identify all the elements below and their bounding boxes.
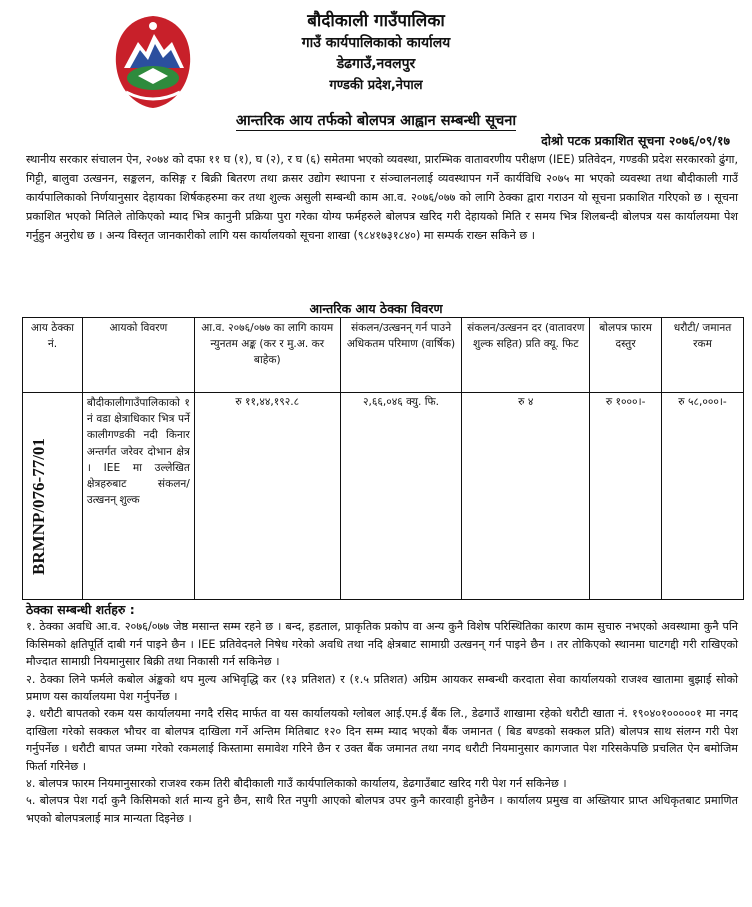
publication-line: दोश्रो पटक प्रकाशित सूचना २०७६/०९/१७ bbox=[541, 133, 730, 148]
table-header-row bbox=[23, 318, 744, 393]
minimum-amount: रु ११,४४,१९२.८ bbox=[194, 393, 340, 600]
office-location: डेढगाउँ,नवलपुर bbox=[336, 56, 416, 72]
term-item: १. ठेक्का अवधि आ.व. २०७६/०७७ जेष्ठ मसान्त सम्म रहने छ । बन्द, हडताल, प्राकृतिक प्रकोप वा अन्य कुनै विशेष परिस्थितिका कारण काम सुचारु नभएको अवस्थामा कुनै पनि किसिमको क्षतिपूर्ति दाबी गर्न पाइने छैन । IEE प्रतिवेदनले निषेध गरेको अवधि तथा नदि क्षेत्रबाट सामाग्री उत्खनन् गर्न पाइने छैन । तर तोकिएको स्थानमा घाटगद्दी गरी राखिएको मौज्दात सामाग्री नियमानुसार बिक्री तथा निकासी गर्न सकिनेछ । bbox=[26, 620, 738, 669]
income-description: बौदीकालीगाउँपालिकाको १ नं वडा क्षेत्राधिकार भित्र पर्ने कालीगण्डकी नदी किनार अन्तर्गत जरेवर दोभान क्षेत्र । IEE मा उल्लेखित क्षेत्रहरुबाट संकलन/उत्खनन् शुल्क bbox=[82, 393, 194, 600]
province-name: गण्डकी प्रदेश,नेपाल bbox=[329, 78, 423, 93]
table-title: आन्तरिक आय ठेक्का विवरण bbox=[309, 301, 443, 316]
column-header: बोलपत्र फारम दस्तुर bbox=[590, 318, 662, 393]
table-row bbox=[23, 393, 744, 600]
max-quantity: २,६६,०४६ क्यु. फि. bbox=[340, 393, 462, 600]
term-item: ४. बोलपत्र फारम नियमानुसारको राजश्व रकम तिरी बौदीकाली गाउँ कार्यपालिकाको कार्यालय, डेढगाउँबाट खरिद गरी पेश गर्न सकिनेछ । bbox=[26, 777, 567, 791]
office-name: गाउँ कार्यपालिकाको कार्यालय bbox=[301, 35, 451, 51]
contract-id: BRMNP/076-77/01 bbox=[29, 438, 48, 575]
term-item: ५. बोलपत्र पेश गर्दा कुनै किसिमको शर्त मान्य हुने छैन, साथै रित नपुगी आएको बोलपत्र उपर कुनै कारवाही हुनेछैन । कार्यालय प्रमुख वा अख्तियार प्राप्त अधिकृतबाट प्रमाणित भएको बोलपत्रलाई मात्र मान्यता दिइनेछ । bbox=[26, 794, 738, 825]
term-item: २. ठेक्का लिने फर्मले कबोल अंङ्कको थप मुल्य अभिवृद्धि कर (१३ प्रतिशत) र (१.५ प्रतिशत) अग्रिम आयकर सम्बन्धी करदाता सेवा कार्यालयको राजश्व खातामा बुझाई सोको प्रमाण यस कार्यालयमा पेश गर्नुपर्नेछ । bbox=[26, 672, 738, 704]
notice-subject bbox=[0, 110, 752, 130]
letterhead bbox=[0, 6, 752, 93]
column-header: आ.व. २०७६/०७७ का लागि कायम न्युनतम अङ्क (कर र मु.अ. कर बाहेक) bbox=[194, 318, 340, 393]
terms-title: ठेक्का सम्बन्धी शर्तहरु : bbox=[26, 602, 135, 617]
terms-section bbox=[26, 601, 738, 827]
municipality-name: बौदीकाली गाउँपालिका bbox=[307, 11, 445, 31]
column-header: आयको विवरण bbox=[82, 318, 194, 393]
column-header: संकलन/उत्खनन दर (वातावरण शुल्क सहित) प्रति क्यू. फिट bbox=[462, 318, 590, 393]
notice-subject-text: आन्तरिक आय तर्फको बोलपत्र आह्वान सम्बन्धी सूचना bbox=[235, 113, 517, 129]
term-item: ३. धरौटी बापतको रकम यस कार्यालयमा नगदै रसिद मार्फत वा यस कार्यालयको ग्लोबल आई.एम.ई बैंक लि., डेढगाउँ शाखामा रहेको धरौटी खाता नं. १९०४०१०००००१ मा नगद दाखिला गरेको सक्कल भौचर वा बोलपत्र दाखिला गर्ने अन्तिम मितिबाट १२० दिन सम्म म्याद भएको बैंक जमानत ( बिड बण्डको सक्कल प्रति) बोलपत्र साथ संलग्न गरी पेश गर्नुपर्नेछ । धरौटी बापत जम्मा गरेको रकमलाई किस्तामा समावेश गरिने छैन र उक्त बैंक जमानत तथा नगद धरौटी नियमानुसार कागजात पेश गरिसकेपछि प्रचलित ऐन बमोजिम फिर्ता गरिनेछ । bbox=[26, 707, 738, 773]
column-header: आय ठेक्का नं. bbox=[23, 318, 83, 393]
column-header: संकलन/उत्खनन् गर्न पाउने अधिकतम परिमाण (वार्षिक) bbox=[340, 318, 462, 393]
column-header: धरौटी/ जमानत रकम bbox=[662, 318, 744, 393]
contract-table bbox=[22, 317, 744, 600]
form-fee: रु १०००।- bbox=[590, 393, 662, 600]
deposit-amount: रु ५८,०००।- bbox=[662, 393, 744, 600]
intro-paragraph: स्थानीय सरकार संचालन ऐन, २०७४ को दफा ११ घ (१), घ (२), र घ (६) समेतमा भएको व्यवस्था, प्रारम्भिक वातावरणीय परीक्षण (IEE) प्रतिवेदन, गण्डकी प्रदेश सरकारको ढुंगा, गिट्टी, बालुवा उत्खनन, सङ्कलन, कसिङ्ग र बिक्री बितरण तथा क्रसर उद्योग स्थापना र संञ्चालनलाई व्यवस्थापन गर्ने कार्यविधि २०७५ मा भएको व्यवस्था तथा बौदीकाली गाउँ कार्यपालिकाको निर्णयानुसार देहायका शिर्षकहरुमा कर तथा शुल्क असुली सम्बन्धी काम आ.व. २०७६/०७७ को लागि ठेक्का द्वारा गराउन यो सूचना प्रकाशित गरिएको छ । सूचना प्रकाशित भएको मितिले तोकिएको म्याद भित्र कानुनी प्रक्रिया पुरा गरेका योग्य फर्महरुले बोलपत्र खरिद गरी देहायको मिति र समय भित्र शिलबन्दी बोलपत्र यस कार्यालयमा पेश गर्नुहुन अनुरोध छ । अन्य विस्तृत जानकारीको लागि यस कार्यालयको सूचना शाखा (९८४१७३१८४०) मा सम्पर्क राख्न सकिने छ । bbox=[26, 153, 738, 243]
collection-rate: रु ४ bbox=[462, 393, 590, 600]
contract-id-cell bbox=[23, 393, 83, 600]
